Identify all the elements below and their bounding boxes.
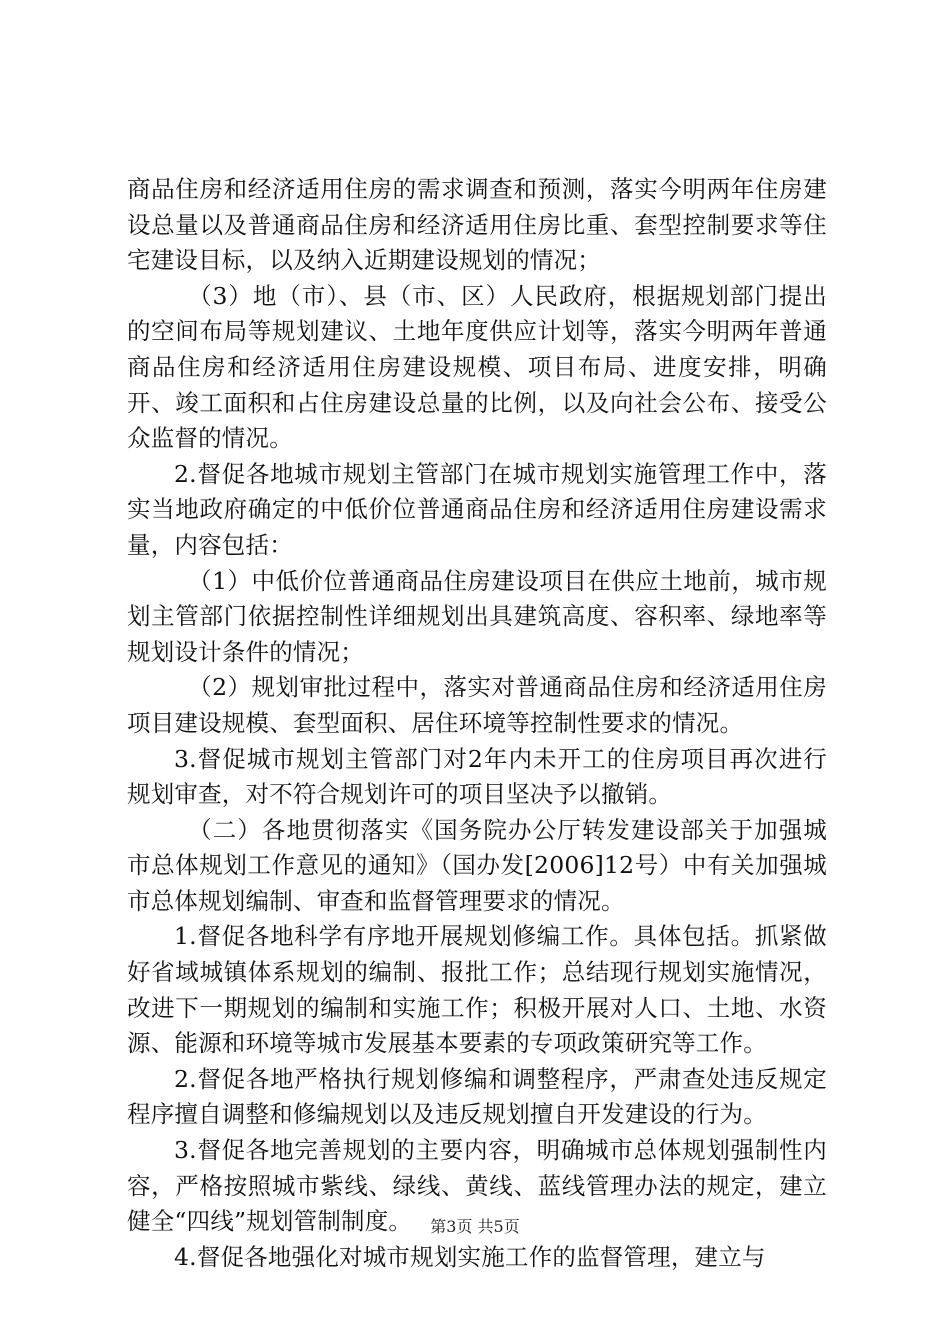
- paragraph-3: 2.督促各地城市规划主管部门在城市规划实施管理工作中，落实当地政府确定的中低价位普通商品住房和经济适用住房建设需求量，内容包括：: [127, 459, 827, 559]
- paragraph-10: 3.督促各地完善规划的主要内容，明确城市总体规划强制性内容，严格按照城市紫线、绿线、黄线、蓝线管理办法的规定，建立健全“四线”规划管制制度。: [127, 1136, 827, 1236]
- paragraph-5: （2）规划审批过程中，落实对普通商品住房和经济适用住房项目建设规模、套型面积、居住环境等控制性要求的情况。: [127, 673, 827, 737]
- paragraph-2: （3）地（市）、县（市、区）人民政府，根据规划部门提出的空间布局等规划建议、土地年度供应计划等，落实今明两年普通商品住房和经济适用住房建设规模、项目布局、进度安排，明确开、竣工面积和占住房建设总量的比例，以及向社会公布、接受公众监督的情况。: [127, 281, 827, 453]
- paragraph-8: 1.督促各地科学有序地开展规划修编工作。具体包括。抓紧做好省域城镇体系规划的编制、报批工作；总结现行规划实施情况，改进下一期规划的编制和实施工作；积极开展对人口、土地、水资源、能源和环境等城市发展基本要素的专项政策研究等工作。: [127, 922, 827, 1058]
- page-number: 第3页 共5页: [430, 1217, 520, 1236]
- paragraph-6: 3.督促城市规划主管部门对2年内未开工的住房项目再次进行规划审查，对不符合规划许可的项目坚决予以撤销。: [127, 744, 827, 809]
- paragraph-9: 2.督促各地严格执行规划修编和调整程序，严肃查处违反规定程序擅自调整和修编规划以及违反规划擅自开发建设的行为。: [127, 1064, 827, 1129]
- paragraph-7: （二）各地贯彻落实《国务院办公厅转发建设部关于加强城市总体规划工作意见的通知》（国办发[2006]12号）中有关加强城市总体规划编制、审查和监督管理要求的情况。: [127, 815, 827, 915]
- paragraph-11: 4.督促各地强化对城市规划实施工作的监督管理，建立与: [174, 1242, 766, 1271]
- paragraph-4: （1）中低价位普通商品住房建设项目在供应土地前，城市规划主管部门依据控制性详细规划出具建筑高度、容积率、绿地率等规划设计条件的情况；: [127, 566, 827, 666]
- document-body: [127, 172, 827, 1275]
- paragraph-1: 商品住房和经济适用住房的需求调查和预测，落实今明两年住房建设总量以及普通商品住房和经济适用住房比重、套型控制要求等住宅建设目标，以及纳入近期建设规划的情况；: [127, 175, 827, 275]
